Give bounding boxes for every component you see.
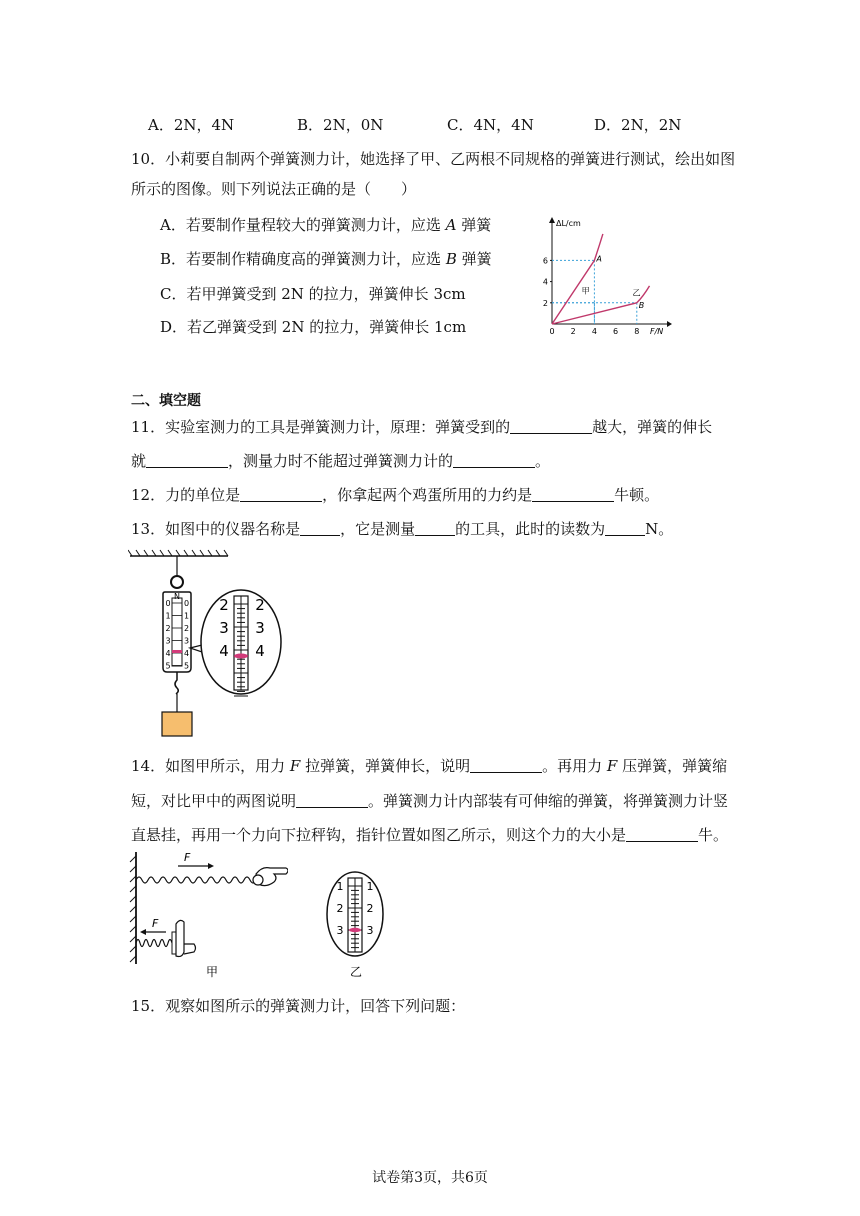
page-footer: 试卷第3页，共6页 bbox=[372, 1170, 488, 1186]
force-label-upper: F bbox=[184, 851, 191, 864]
q14-line3: 直悬挂，再用一个力向下拉秤钩，指针位置如图乙所示，则这个力的大小是 牛。 bbox=[131, 826, 729, 844]
q12-line: 12．力的单位是 ，你拿起两个鸡蛋所用的力约是 牛顿。 bbox=[131, 486, 660, 504]
scale-unit-label: N bbox=[174, 592, 180, 601]
q14-blank-3[interactable] bbox=[626, 827, 698, 842]
x-tick-label: 0 bbox=[549, 327, 555, 336]
y-axis-label: ΔL/cm bbox=[556, 219, 581, 228]
figure-label-jia: 甲 bbox=[206, 965, 219, 979]
q11-line1: 11．实验室测力的工具是弹簧测力计，原理：弹簧受到的 越大，弹簧的伸长 bbox=[131, 418, 713, 436]
x-axis-label: F/N bbox=[650, 327, 664, 336]
q9-option-b: B．2N，0N bbox=[297, 116, 384, 134]
main-scale-label-right: 2 bbox=[183, 624, 190, 633]
y-tick-label: 2 bbox=[542, 298, 548, 308]
yi-label-right: 2 bbox=[366, 902, 374, 915]
x-tick-label: 2 bbox=[570, 327, 576, 336]
q9-option-c: C．4N，4N bbox=[447, 116, 534, 134]
q11-line2: 就 ，测量力时不能超过弹簧测力计的 。 bbox=[131, 452, 551, 470]
q10-option-c: C．若甲弹簧受到 2N 的拉力，弹簧伸长 3cm bbox=[160, 285, 466, 303]
q10-stem-line2: 所示的图像。则下列说法正确的是（ ） bbox=[131, 180, 417, 198]
main-scale-label-right: 0 bbox=[183, 599, 190, 608]
yi-label-right: 3 bbox=[366, 924, 374, 937]
series-end-label: A bbox=[596, 254, 602, 264]
spring-stretch-compress-figure bbox=[128, 848, 288, 980]
q10-stem-line1: 10．小莉要自制两个弹簧测力计，她选择了甲、乙两根不同规格的弹簧进行测试，绘出如图 bbox=[131, 150, 736, 168]
x-axis-arrow bbox=[667, 321, 672, 327]
q12-blank-1[interactable] bbox=[240, 487, 322, 502]
q13-line: 13．如图中的仪器名称是 ，它是测量 的工具，此时的读数为 N。 bbox=[131, 520, 674, 538]
q15-line: 15．观察如图所示的弹簧测力计，回答下列问题： bbox=[131, 997, 466, 1015]
q11-blank-2[interactable] bbox=[146, 453, 228, 468]
q11-blank-3[interactable] bbox=[453, 453, 535, 468]
q14-line1: 14．如图甲所示，用力 F 拉弹簧，弹簧伸长，说明 。再用力 F 压弹簧，弹簧缩 bbox=[131, 757, 728, 775]
q11-blank-1[interactable] bbox=[510, 419, 592, 434]
q14-blank-1[interactable] bbox=[470, 758, 542, 773]
q10-option-d: D．若乙弹簧受到 2N 的拉力，弹簧伸长 1cm bbox=[160, 318, 467, 336]
x-tick-label: 4 bbox=[591, 327, 597, 336]
q14-blank-2[interactable] bbox=[296, 793, 368, 808]
q13-blank-3[interactable] bbox=[605, 521, 645, 536]
series-end-label: B bbox=[638, 300, 645, 310]
figure-label-yi: 乙 bbox=[350, 965, 363, 979]
y-axis-arrow bbox=[549, 217, 555, 223]
yi-label-right: 1 bbox=[366, 880, 374, 893]
main-scale-label-right: 4 bbox=[183, 649, 190, 658]
q9-option-a: A．2N，4N bbox=[148, 116, 235, 134]
y-tick-label: 4 bbox=[542, 277, 548, 287]
q9-option-d: D．2N，2N bbox=[594, 116, 682, 134]
main-scale-label-right: 1 bbox=[183, 611, 190, 621]
main-scale-label-right: 5 bbox=[183, 661, 190, 671]
zoom-label-right: 2 bbox=[255, 596, 265, 614]
main-scale-label-left: 0 bbox=[165, 599, 171, 608]
zoom-label-left: 3 bbox=[219, 619, 229, 637]
main-scale-label-left: 5 bbox=[165, 661, 171, 671]
zoom-label-left: 2 bbox=[219, 596, 229, 614]
main-scale-label-right: 3 bbox=[183, 636, 190, 646]
q13-blank-2[interactable] bbox=[415, 521, 455, 536]
q12-blank-2[interactable] bbox=[532, 487, 614, 502]
q14-line2: 短，对比甲中的两图说明 。弹簧测力计内部装有可伸缩的弹簧，将弹簧测力计竖 bbox=[131, 792, 729, 810]
x-tick-label: 6 bbox=[613, 327, 619, 336]
yi-label-left: 3 bbox=[336, 924, 344, 937]
yi-label-left: 1 bbox=[336, 880, 344, 893]
y-tick-label: 6 bbox=[542, 256, 548, 266]
main-scale-label-left: 4 bbox=[165, 649, 171, 658]
main-scale-label-left: 2 bbox=[165, 624, 171, 633]
series-name-label: 乙 bbox=[632, 288, 641, 298]
q10-option-b: B．若要制作精确度高的弹簧测力计，应选 B 弹簧 bbox=[160, 250, 492, 268]
x-tick-label: 8 bbox=[634, 327, 640, 336]
section-title-fill-in: 二、填空题 bbox=[131, 393, 201, 409]
q13-blank-1[interactable] bbox=[300, 521, 340, 536]
series-line-jia bbox=[552, 234, 603, 324]
main-scale-label-left: 1 bbox=[165, 611, 171, 621]
force-label-lower: F bbox=[152, 917, 159, 930]
zoom-label-left: 4 bbox=[219, 642, 229, 660]
zoom-label-right: 3 bbox=[255, 619, 265, 637]
main-scale-label-left: 3 bbox=[165, 636, 171, 646]
zoom-label-right: 4 bbox=[255, 642, 265, 660]
elongation-force-chart bbox=[540, 214, 675, 336]
spring-scale-figure bbox=[128, 548, 288, 738]
yi-label-left: 2 bbox=[336, 902, 344, 915]
q10-option-a: A．若要制作量程较大的弹簧测力计，应选 A 弹簧 bbox=[160, 216, 492, 234]
scale-reading-figure-yi bbox=[322, 868, 392, 980]
series-name-label: 甲 bbox=[581, 286, 590, 296]
